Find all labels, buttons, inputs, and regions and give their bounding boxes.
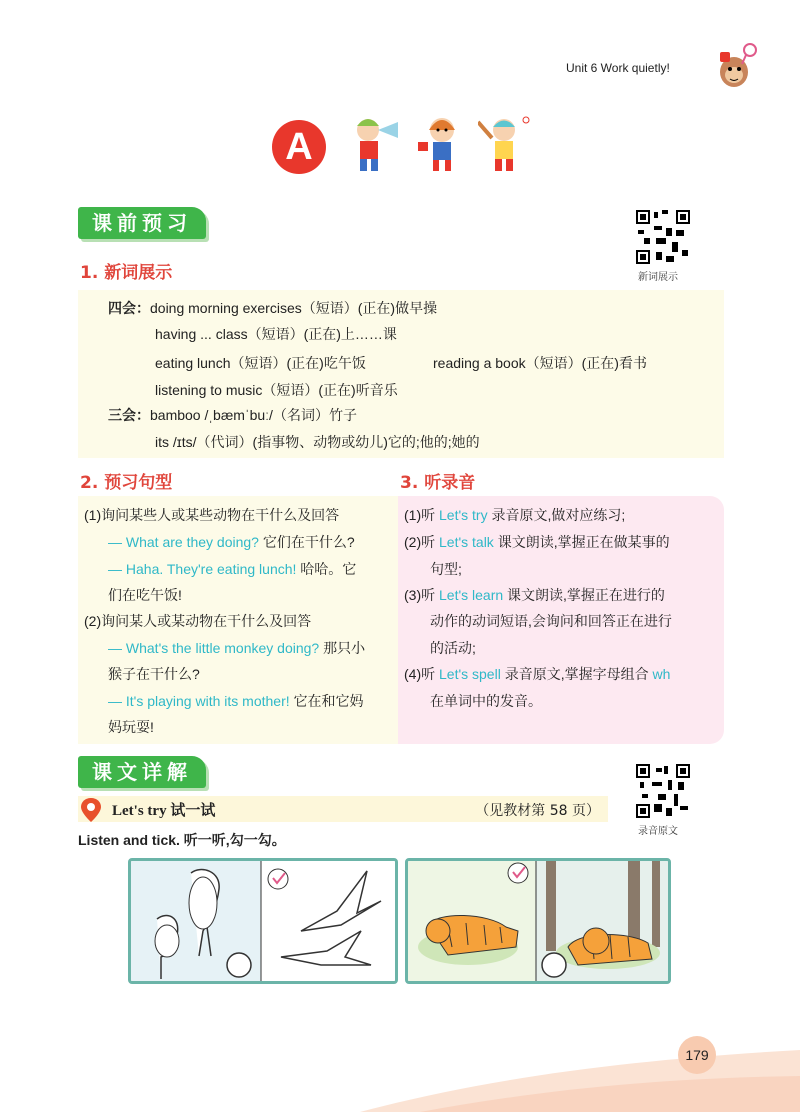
lets-try-bar	[78, 796, 608, 822]
section-heading-listen: 3. 听录音	[400, 473, 476, 493]
listen-item: (4)听 Let's spell 录音原文,掌握字母组合 wh	[404, 666, 671, 682]
tick-circle	[268, 869, 288, 889]
vocab-row: reading a book（短语）(正在)看书	[433, 355, 647, 371]
kid-trumpet-icon	[346, 112, 406, 174]
listen-item-cont: 的活动;	[430, 640, 476, 656]
kid-girl-icon	[414, 112, 474, 174]
listen-item: (2)听 Let's talk 课文朗读,掌握正在做某事的	[404, 534, 670, 550]
listen-item: (1)听 Let's try 录音原文,做对应练习;	[404, 507, 626, 523]
answer-circle	[227, 953, 251, 977]
qr-code-icon[interactable]	[636, 764, 690, 818]
qr-caption: 新词展示	[638, 272, 678, 283]
pattern-title: (1)询问某些人或某些动物在干什么及回答	[84, 507, 340, 523]
kid-boy-icon	[478, 112, 538, 174]
qr-code-icon[interactable]	[636, 210, 690, 264]
picture-frame-birds	[128, 858, 398, 984]
section-heading-new-words: 1. 新词展示	[80, 263, 173, 283]
birds-illustration	[131, 861, 395, 981]
pattern-title: (2)询问某人或某动物在干什么及回答	[84, 613, 312, 629]
tigers-illustration	[408, 861, 668, 981]
pattern-line: — What are they doing? 它们在干什么?	[108, 534, 355, 550]
lets-try-title: Let's try 试一试	[112, 803, 216, 819]
vocab-box	[78, 290, 724, 458]
listen-box	[398, 496, 724, 744]
page-number: 179	[678, 1036, 716, 1074]
vocab-row: 四会：doing morning exercises（短语）(正在)做早操	[108, 300, 438, 316]
listen-item: (3)听 Let's learn 课文朗读,掌握正在进行的	[404, 587, 665, 603]
location-pin-icon	[81, 798, 101, 822]
pattern-line: 们在吃午饭!	[108, 587, 182, 603]
listen-item-cont: 动作的动词短语,会询问和回答正在进行	[430, 613, 672, 629]
listen-item-cont: 句型;	[430, 561, 462, 577]
section-letter: A	[272, 120, 326, 174]
listen-item-cont: 在单词中的发音。	[430, 693, 542, 709]
section-heading-patterns: 2. 预习句型	[80, 473, 173, 493]
section-a-banner	[272, 112, 532, 172]
tick-circle	[508, 863, 528, 883]
pattern-line: — Haha. They're eating lunch! 哈哈。它	[108, 561, 357, 577]
footer-wave	[0, 1020, 800, 1112]
vocab-row: listening to music（短语）(正在)听音乐	[155, 382, 398, 398]
preview-tab: 课前预习	[78, 207, 206, 239]
mascot-icon	[712, 42, 760, 90]
pattern-line: — It's playing with its mother! 它在和它妈	[108, 693, 364, 709]
answer-circle	[542, 953, 566, 977]
pattern-line: 猴子在干什么?	[108, 666, 200, 682]
vocab-row: having ... class（短语）(正在)上……课	[155, 326, 397, 342]
unit-header: Unit 6 Work quietly!	[566, 61, 670, 75]
vocab-row: eating lunch（短语）(正在)吃午饭	[155, 355, 366, 371]
instruction: Listen and tick. 听一听,勾一勾。	[78, 832, 286, 848]
picture-frame-tigers	[405, 858, 671, 984]
vocab-row: its /ɪts/（代词）(指事物、动物或幼儿)它的;他的;她的	[155, 434, 480, 450]
qr-caption: 录音原文	[638, 826, 678, 837]
pattern-line: — What's the little monkey doing? 那只小	[108, 640, 366, 656]
lesson-tab: 课文详解	[78, 756, 206, 788]
patterns-box	[78, 496, 398, 744]
pattern-line: 妈玩耍!	[108, 719, 154, 735]
textbook-page-ref: （见教材第 58 页）	[475, 803, 600, 819]
vocab-row: 三会：bamboo /ˌbæmˈbuː/（名词）竹子	[108, 407, 357, 423]
